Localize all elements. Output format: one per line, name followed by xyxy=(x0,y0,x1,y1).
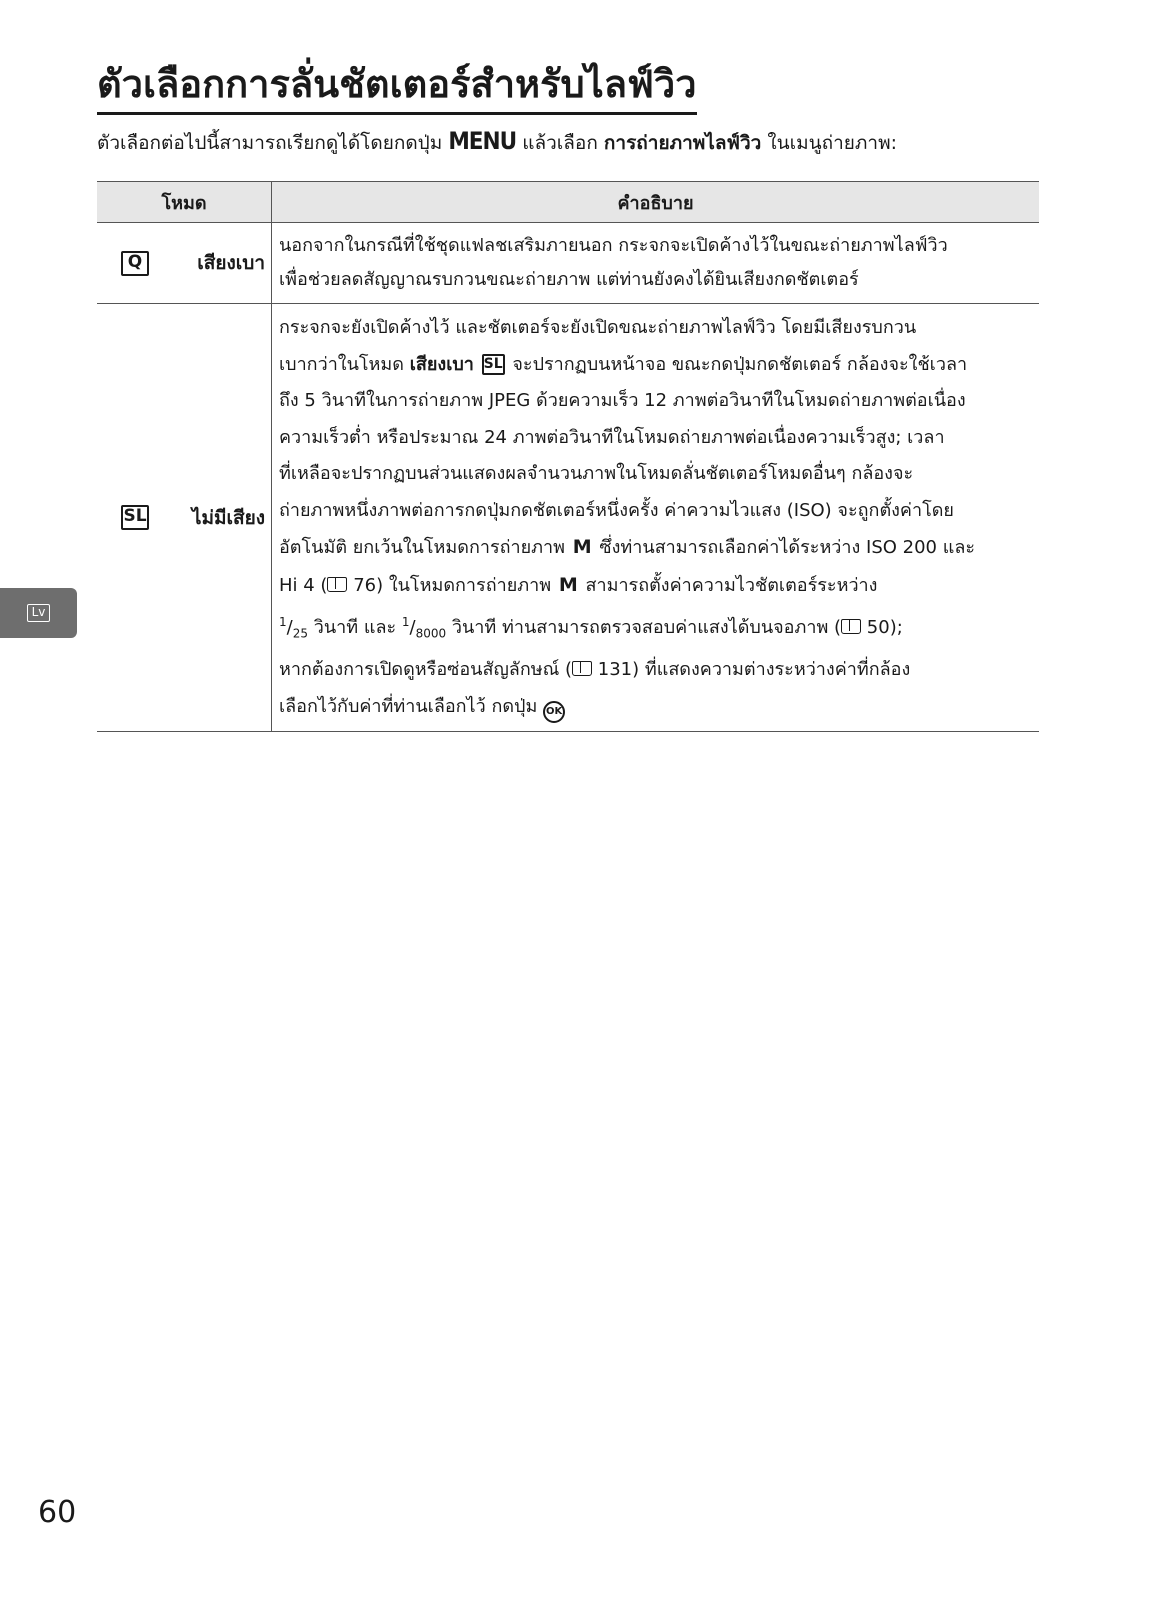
desc-line: ถึง 5 วินาทีในการถ่ายภาพ JPEG ด้วยความเร็ว 12 ภาพต่อวินาทีในโหมดถ่ายภาพต่อเนื่อง xyxy=(279,390,966,411)
mode-cell-quiet xyxy=(97,223,272,304)
desc-text: Hi 4 ( xyxy=(279,574,328,596)
intro-text-3: ในเมนูถ่ายภาพ: xyxy=(767,132,898,154)
desc-text: วินาที และ xyxy=(313,617,397,638)
book-reference-icon xyxy=(841,619,861,634)
header-description: คำอธิบาย xyxy=(272,182,1040,223)
intro-text-2: แล้วเลือก xyxy=(522,132,598,154)
page-number: 60 xyxy=(38,1495,77,1530)
desc-bold-mode: เสียงเบา xyxy=(409,353,474,375)
fraction-denominator: 8000 xyxy=(415,626,447,641)
mode-name-silent: ไม่มีเสียง xyxy=(191,506,265,529)
desc-text: 50); xyxy=(861,617,903,638)
desc-text: จะปรากฏบนหน้าจอ ขณะกดปุ่มกดชัตเตอร์ กล้องจะใช้เวลา xyxy=(512,353,968,375)
live-view-icon: Lv xyxy=(27,604,51,621)
intro-text-1: ตัวเลือกต่อไปนี้สามารถเรียกดูได้โดยกดปุ่ม xyxy=(97,132,443,154)
desc-line: กระจกจะยังเปิดค้างไว้ และชัตเตอร์จะยังเปิดขณะถ่ายภาพไลฟ์วิว โดยมีเสียงรบกวน xyxy=(279,317,917,338)
intro-menu-item: การถ่ายภาพไลฟ์วิว xyxy=(603,132,762,154)
desc-line: เพื่อช่วยลดสัญญาณรบกวนขณะถ่ายภาพ แต่ท่านยังคงได้ยินเสียงกดชัตเตอร์ xyxy=(279,269,859,290)
quiet-mode-icon: Q xyxy=(121,251,149,276)
book-reference-icon xyxy=(327,577,347,592)
mode-name-quiet: เสียงเบา xyxy=(197,252,265,274)
silent-mode-icon: SL xyxy=(482,354,505,375)
desc-line: นอกจากในกรณีที่ใช้ชุดแฟลชเสริมภายนอก กระจกจะเปิดค้างไว้ในขณะถ่ายภาพไลฟ์วิว xyxy=(279,235,948,256)
ok-button-icon: OK xyxy=(543,701,565,723)
desc-text: อัตโนมัติ ยกเว้นในโหมดการถ่ายภาพ xyxy=(279,537,566,558)
shutter-options-table xyxy=(97,181,1039,732)
desc-text: 131) ที่แสดงความต่างระหว่างค่าที่กล้อง xyxy=(592,659,911,681)
description-cell-silent xyxy=(272,304,1040,732)
desc-line: ถ่ายภาพหนึ่งภาพต่อการกดปุ่มกดชัตเตอร์หนึ่งครั้ง ค่าความไวแสง (ISO) จะถูกตั้งค่าโดย xyxy=(279,499,954,521)
fraction-denominator: 25 xyxy=(292,626,308,641)
mode-cell-silent xyxy=(97,304,272,732)
description-cell-quiet xyxy=(272,223,1040,304)
intro-paragraph xyxy=(97,126,1037,158)
table-row xyxy=(97,223,1039,304)
desc-text: เบากว่าในโหมด xyxy=(279,353,404,375)
table-header-row xyxy=(97,182,1039,223)
silent-mode-icon: SL xyxy=(121,505,149,530)
book-reference-icon xyxy=(572,661,592,676)
desc-text: วินาที ท่านสามารถตรวจสอบค่าแสงได้บนจอภาพ ( xyxy=(451,617,842,638)
fraction-numerator: 1 xyxy=(401,615,410,629)
header-mode: โหมด xyxy=(97,182,272,223)
desc-text: สามารถตั้งค่าความไวชัตเตอร์ระหว่าง xyxy=(585,574,878,596)
fraction-numerator: 1 xyxy=(279,615,287,629)
desc-text: 76) ในโหมดการถ่ายภาพ xyxy=(347,574,552,596)
page-title: ตัวเลือกการลั่นชัตเตอร์สำหรับไลฟ์วิว xyxy=(97,58,697,115)
desc-line: $^1/_{25}$ วินาที และ $^1/_{8000}$ วินาที ท่านสามารถตรวจสอบค่าแสงได้บนจอภาพ ( 50); xyxy=(279,615,903,641)
desc-text: เลือกไว้กับค่าที่ท่านเลือกไว้ กดปุ่ม xyxy=(279,695,538,717)
desc-text: ซึ่งท่านสามารถเลือกค่าได้ระหว่าง ISO 200 และ xyxy=(599,537,976,558)
desc-line xyxy=(279,529,1031,567)
manual-mode-icon: M xyxy=(572,536,592,558)
desc-line xyxy=(279,347,1031,384)
desc-line xyxy=(279,652,1031,689)
desc-text: หากต้องการเปิดดูหรือซ่อนสัญลักษณ์ ( xyxy=(279,659,573,681)
desc-line: ที่เหลือจะปรากฏบนส่วนแสดงผลจำนวนภาพในโหมดลั่นชัตเตอร์โหมดอื่นๆ กล้องจะ xyxy=(279,463,914,484)
desc-line xyxy=(279,689,1031,726)
live-view-section-tab xyxy=(0,588,77,638)
desc-line xyxy=(279,567,1031,605)
menu-button-icon: MENU xyxy=(448,127,517,155)
desc-line: ความเร็วต่ำ หรือประมาณ 24 ภาพต่อวินาทีในโหมดถ่ายภาพต่อเนื่องความเร็วสูง; เวลา xyxy=(279,426,945,448)
table-row xyxy=(97,304,1039,732)
manual-mode-icon: M xyxy=(558,573,578,596)
